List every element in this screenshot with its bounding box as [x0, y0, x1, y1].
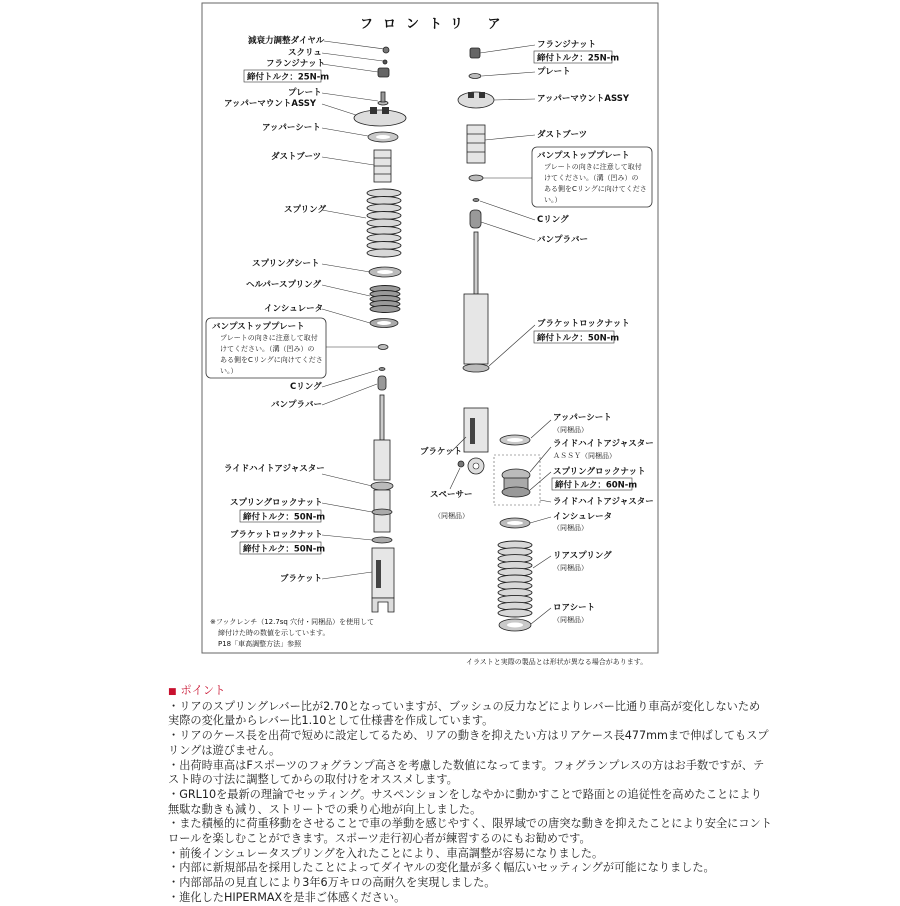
- front-label-bracket-lock-nut: ブラケットロックナット: [230, 530, 323, 540]
- point-line: ・また積極的に荷重移動をさせることで車の挙動を感じやすく、限界域での唐突な動きを抑えたことにより安全にコント: [168, 817, 772, 831]
- rear-label-insulator: インシュレータ: [553, 512, 613, 522]
- rear-bump-stop-note-line: プレートの向きに注意して取付: [544, 163, 642, 171]
- points-section: [168, 684, 868, 906]
- point-line: 実際の変化量からレバー比1.10として仕様書を作成しています。: [168, 714, 494, 728]
- rear-label-rha-assy-2: ＡＳＳＹ（同梱品）: [553, 452, 616, 460]
- front-label-flange-nut: フランジナット: [266, 59, 326, 69]
- spring-coil: [367, 189, 401, 197]
- rear-label-plate: プレート: [537, 67, 571, 77]
- point-line: ・前後インシュレータスプリングを入れたことにより、車高調整が容易になりました。: [168, 846, 604, 860]
- front-wrench-note-line: ※フックレンチ（12.7sq 穴付・同梱品）を使用して: [210, 618, 375, 626]
- point-line: リングは遊びません。: [168, 743, 281, 757]
- points-list: [168, 700, 868, 906]
- point-line: ・出荷時車高はFスポーツのフォグランプ高さを考慮した数値になってます。フォグランプレスの方はお手数ですが、テ: [168, 758, 765, 772]
- points-title-text: ポイント: [180, 684, 226, 697]
- front-label-bump-rubber: バンプラバー: [271, 400, 323, 410]
- rear-label-spring-lock-nut: スプリングロックナット: [553, 467, 646, 477]
- rear-label-upper-sheet: アッパーシート: [553, 413, 612, 423]
- rear-bump-stop-note-line: い。）: [544, 196, 562, 204]
- point-line: スト時の寸法に調整してからの取付けをオススメします。: [168, 773, 458, 787]
- front-bump-stop-note-line: けてください。（溝（凹み）の: [220, 345, 315, 353]
- point-line: ・内部部品の見直しにより3年6万キロの高耐久を実現しました。: [168, 876, 496, 890]
- header-rear: リ ア: [450, 17, 511, 32]
- rear-label-dust-boots: ダストブーツ: [537, 130, 588, 140]
- rear-label-upper-mount: アッパーマウントASSY: [537, 94, 630, 104]
- spring-coil: [367, 227, 401, 235]
- rear-label-rear-spring: リアスプリング: [553, 551, 612, 561]
- spring-coil: [367, 234, 401, 242]
- rear-bump-stop-note-line: けてください。（溝（凹み）の: [544, 174, 639, 182]
- front-bump-stop-note-line: い。）: [220, 367, 238, 375]
- front-label-upper-mount: アッパーマウントASSY: [224, 99, 317, 109]
- front-label-torque-50b: 締付トルク：50N-m: [243, 544, 326, 555]
- front-label-upper-sheet: アッパーシート: [262, 123, 321, 133]
- rear-label-rear-spring-sub: （同梱品）: [553, 564, 588, 572]
- point-line: ・進化したHIPERMAXを是非ご体感ください。: [168, 890, 406, 904]
- rear-label-torque-25: 締付トルク：25N-m: [537, 53, 620, 64]
- point-line: ・GRL10を最新の理論でセッティング。サスペンションをしなやかに動かすことで路面との追従性を高めたことにより: [168, 787, 762, 801]
- rear-label-bracket-lock-nut: ブラケットロックナット: [537, 319, 630, 329]
- rear-label-upper-sheet-sub: （同梱品）: [553, 426, 588, 434]
- spring-coil: [498, 609, 532, 617]
- rear-label-torque-60: 締付トルク：60N-m: [555, 480, 638, 491]
- rear-label-spacer-sub: （同梱品）: [434, 512, 469, 520]
- front-label-ride-height-adjuster: ライドハイトアジャスター: [224, 464, 325, 474]
- rear-label-spacer: スペーサー: [430, 490, 473, 500]
- front-assembly: [354, 47, 406, 612]
- front-label-spring-seat: スプリングシート: [252, 259, 320, 269]
- point-line: ロールを楽しむことができます。スポーツ走行初心者が練習するのにもお勧めです。: [168, 832, 591, 846]
- front-label-screw: スクリュ: [288, 48, 322, 58]
- rear-label-ride-height-adjuster: ライドハイトアジャスター: [553, 497, 654, 507]
- spring-coil: [367, 197, 401, 205]
- illustration-disclaimer: イラストと実際の製品とは形状が異なる場合があります。: [466, 658, 648, 666]
- front-label-damping-dial: 減衰力調整ダイヤル: [248, 36, 325, 46]
- front-bump-stop-note-line: ある側をCリングに向けてくださ: [220, 356, 323, 364]
- front-wrench-note-line: 締付けた時の数値を示しています。: [218, 629, 330, 637]
- front-label-c-ring: Cリング: [290, 382, 322, 392]
- rear-label-torque-50: 締付トルク：50N-m: [537, 333, 620, 344]
- front-wrench-note-line: P18「車高調整方法」参照: [218, 640, 302, 648]
- spring-coil: [367, 219, 401, 227]
- points-title: [168, 684, 868, 700]
- header-front: フロント: [360, 17, 453, 32]
- spring-coil: [370, 306, 400, 313]
- rear-bump-stop-note-title: バンプストッププレート: [537, 151, 630, 161]
- point-line: 無駄な動きも減り、ストリートでの乗り心地が向上しました。: [168, 802, 482, 816]
- rear-label-bump-rubber: バンプラバー: [537, 235, 589, 245]
- rear-label-insulator-sub: （同梱品）: [553, 524, 588, 532]
- front-label-helper-spring: ヘルパースプリング: [246, 280, 321, 290]
- rear-label-flange-nut: フランジナット: [537, 40, 597, 50]
- front-label-spring-lock-nut: スプリングロックナット: [230, 498, 323, 508]
- spring-coil: [367, 242, 401, 250]
- front-label-dust-boots: ダストブーツ: [271, 152, 322, 162]
- front-label-plate: プレート: [288, 88, 322, 98]
- rear-label-lower-sheet-sub: （同梱品）: [553, 616, 588, 624]
- spring-coil: [367, 249, 401, 257]
- spring-coil: [367, 204, 401, 212]
- square-bullet-icon: ■: [168, 687, 177, 697]
- rear-label-c-ring: Cリング: [537, 215, 569, 225]
- rear-label-rha-assy-1: ライドハイトアジャスター: [553, 439, 654, 449]
- front-labels: [206, 35, 384, 648]
- front-label-spring: スプリング: [284, 205, 326, 215]
- spring-coil: [367, 212, 401, 220]
- rear-label-bracket: ブラケット: [420, 447, 463, 457]
- rear-bump-stop-note-line: ある側をCリングに向けてくださ: [544, 185, 647, 193]
- front-label-bracket: ブラケット: [280, 574, 323, 584]
- point-line: ・リアのケース長を出荷で短めに設定してるため、リアの動きを抑えたい方はリアケース長477mmまで伸ばしてもスプ: [168, 729, 769, 743]
- point-line: ・リアのスプリングレバー比が2.70となっていますが、ブッシュの反力などによりレバー比通り車高が変化しないため: [168, 699, 761, 713]
- front-label-torque-25: 締付トルク：25N-m: [247, 72, 330, 83]
- front-bump-stop-note-title: バンプストッププレート: [212, 322, 305, 332]
- rear-labels: [420, 40, 654, 624]
- front-bump-stop-note-line: プレートの向きに注意して取付: [220, 334, 318, 342]
- front-label-insulator: インシュレータ: [264, 304, 324, 314]
- rear-label-lower-sheet: ロアシート: [553, 603, 596, 613]
- point-line: ・内部に新規部品を採用したことによってダイヤルの変化量が多く幅広いセッティングが可能になりました。: [168, 861, 715, 875]
- front-label-torque-50a: 締付トルク：50N-m: [243, 512, 326, 523]
